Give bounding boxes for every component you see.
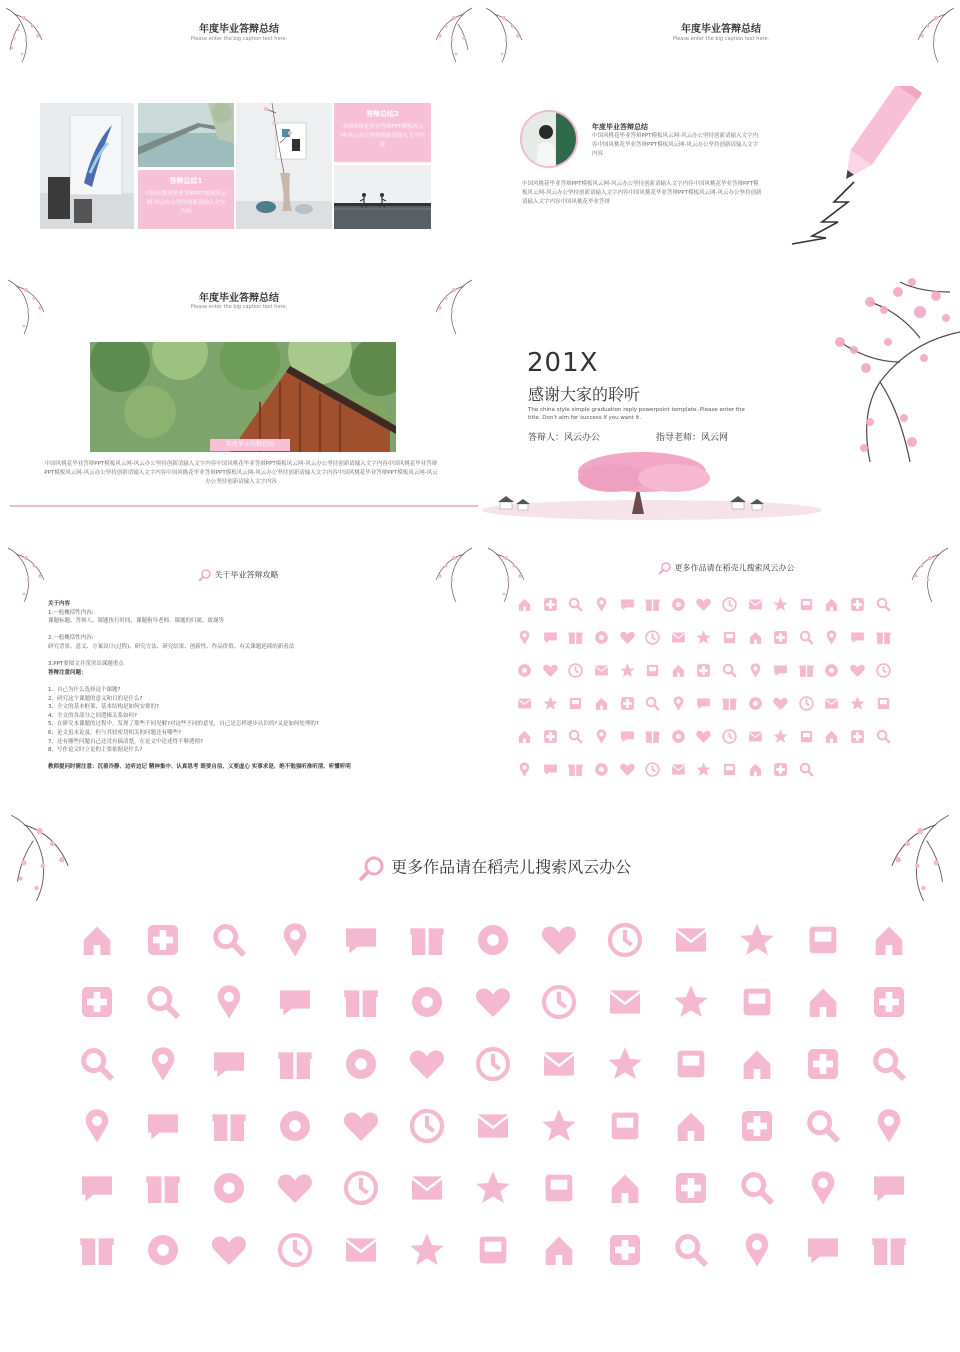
guide-line — [48, 652, 468, 661]
section-text: 中国风桃花毕业答辩PPT模板风云网-风云办公坚持创新请输入文字内容中国风桃花毕业答辩PPT模板风云网-风云办公坚持创新请输入文字内容中国风桃花毕业答辩PPT模板风云网-风云办公坚持创新请输入文字内容中国风桃花毕业答辩PPT模板风云网-风云办公坚持创新请输入文字内容中国风桃花毕业答辩PPT模板风云网-风云办公坚持创新请输入文字内容 — [44, 461, 438, 485]
advisor-name: 指导老师：风云网 — [656, 433, 729, 443]
ipod-icon — [526, 1044, 592, 1106]
euro-circle-icon — [614, 728, 640, 761]
microphone-icon — [328, 1106, 394, 1168]
sliders-icon — [262, 1168, 328, 1230]
summary-box-2 — [334, 103, 431, 162]
stack-icon — [870, 662, 896, 695]
summary-box-1-text: 中国风桃花毕业答辩PPT模板风云网-风云办公坚持创新请输入文字内容 — [145, 191, 227, 215]
guide-line: 答辩注意问题： — [48, 669, 87, 676]
crosshair-icon — [724, 982, 790, 1044]
guide-line: 关于内容 — [48, 601, 71, 607]
icon-grid-small — [512, 596, 896, 794]
file-blank-icon — [691, 662, 717, 695]
toolbox-icon — [724, 1106, 790, 1168]
shuffle-icon — [460, 982, 526, 1044]
icon-grid-large — [64, 920, 922, 1292]
slide-1[interactable] — [0, 0, 478, 268]
slide-subtitle: Please enter the big caption text here. — [672, 36, 770, 42]
eyedropper-icon — [768, 596, 794, 629]
bell-icon — [614, 761, 640, 794]
inbox-download-icon — [130, 1044, 196, 1106]
slide-subtitle: Please enter the big caption text here. — [190, 36, 288, 42]
stopwatch-icon — [790, 982, 856, 1044]
film-icon — [614, 629, 640, 662]
campfire-icon — [64, 982, 130, 1044]
lightbulb-icon — [658, 1044, 724, 1106]
home-icon — [563, 596, 589, 629]
hand-sign-icon — [394, 1230, 460, 1292]
guide-line: 2.一般概括性内容: — [48, 635, 94, 642]
chat-bubble-icon — [394, 920, 460, 982]
file-music-icon — [742, 662, 768, 695]
divider-line — [10, 505, 478, 507]
tag-icon — [262, 1044, 328, 1106]
guide-line: 3.PPT要图文并茂突出课题重点 — [48, 661, 124, 668]
bone-icon — [592, 1168, 658, 1230]
headphones-icon — [538, 629, 564, 662]
photo-forest-house — [90, 342, 396, 452]
guide-line: 2、研究这个课题的意义和目的是什么? — [48, 695, 143, 702]
star-icon — [460, 1044, 526, 1106]
guide-line: 7、还有哪些问题自己还没有搞清楚，在论文中论述得不够透彻? — [48, 738, 203, 745]
eye-icon — [328, 1044, 394, 1106]
guide-line — [48, 626, 468, 635]
clock-icon — [526, 982, 592, 1044]
graduate-portrait — [520, 110, 578, 168]
paperclip-icon — [724, 1044, 790, 1106]
year-title: 201X — [527, 348, 599, 378]
folder-minus-icon — [589, 695, 615, 728]
trophy-icon — [460, 1106, 526, 1168]
file-picture-icon — [717, 662, 743, 695]
battery-icon — [196, 1168, 262, 1230]
gauge-icon — [592, 982, 658, 1044]
guide-line: 4、全文的各部分之间逻辑关系如何? — [48, 712, 137, 719]
newspaper-icon — [614, 596, 640, 629]
medal-icon — [592, 1106, 658, 1168]
pen-icon — [717, 596, 743, 629]
credit-card-icon — [563, 728, 589, 761]
compass-icon — [658, 982, 724, 1044]
guide-line: 研究背景、意义、方案设计(过程)、研究方法、研究结果、创新性、作品价值、有关课题延续的新看法 — [48, 643, 295, 650]
slide-title: 年度毕业答辩总结 — [681, 24, 761, 35]
target-icon — [394, 1044, 460, 1106]
play-icon — [589, 629, 615, 662]
guide-line — [48, 755, 468, 764]
yen-icon — [845, 695, 871, 728]
guide-line: 课题标题、答辩人、课题执行时间、课题指导老师、课题的归属、致谢等 — [48, 618, 225, 625]
droplet-icon — [819, 596, 845, 629]
section-heading-text: 更多作品请在稻壳儿搜索风云办公 — [674, 563, 795, 573]
gear-icon — [658, 920, 724, 982]
microphone-icon — [794, 629, 820, 662]
qrcode-icon — [742, 695, 768, 728]
alarm-icon — [589, 761, 615, 794]
heart-tulip-icon — [64, 1168, 130, 1230]
pushpin-icon — [640, 728, 666, 761]
file-play-icon — [768, 662, 794, 695]
blossom-branch-right — [426, 546, 474, 604]
section-heading-text: 关于毕业答辩攻略 — [214, 570, 279, 580]
section-heading-text: 更多作品请在稻壳儿搜索风云办公 — [391, 857, 632, 877]
section-heading — [658, 561, 795, 575]
calculator-icon — [538, 728, 564, 761]
pine-tree-icon — [394, 1168, 460, 1230]
map-pin-icon — [768, 728, 794, 761]
folder-upload-icon — [640, 695, 666, 728]
podcast-icon — [768, 629, 794, 662]
photo-waterfront — [138, 103, 234, 167]
folder-icon — [512, 695, 538, 728]
section-text-2: 中国风桃花毕业答辩PPT模板风云网-风云办公坚持创新请输入文字内容中国风桃花毕业答辩PPT模板风云网-风云办公坚持创新请输入文字内容中国风桃花毕业答辩PPT模板风云网-风云办公坚持创新请输入文字内容中国风桃花毕业答辩 — [522, 181, 762, 205]
heartbeat-icon — [790, 1168, 856, 1230]
pencil-scribble-illustration — [782, 86, 922, 248]
english-tagline: The china style simple graduation reply powerpoint template. Please enter the title. Don't aim for success if you want it. — [528, 407, 745, 421]
laptop-icon — [768, 761, 794, 794]
stopwatch-icon — [640, 761, 666, 794]
sun-icon — [724, 1230, 790, 1292]
blossom-branch-right — [902, 546, 950, 604]
taxi-icon — [64, 920, 130, 982]
luggage-icon — [262, 1230, 328, 1292]
film-reel-icon — [856, 982, 922, 1044]
satellite-dish-icon — [64, 1230, 130, 1292]
tv-icon — [262, 1106, 328, 1168]
paw-icon — [592, 1230, 658, 1292]
summary-box-1-heading: 答辩总结1 — [169, 177, 203, 185]
guide-line: 6、论文虽未论及，但与其较密切相关的问题还有哪些? — [48, 729, 181, 736]
mobile-icon — [794, 761, 820, 794]
folder-plus-icon — [563, 695, 589, 728]
section-heading: 年度毕业答辩总结 — [592, 123, 648, 131]
tag-icon — [666, 695, 692, 728]
slide-5[interactable] — [0, 544, 478, 794]
user-search-icon — [64, 1044, 130, 1106]
history-icon — [538, 761, 564, 794]
cart-icon — [717, 695, 743, 728]
blossom-branch-left — [4, 6, 52, 64]
guide-line — [48, 677, 468, 686]
file-text-icon — [614, 662, 640, 695]
barcode-icon — [768, 695, 794, 728]
navigation-icon — [794, 728, 820, 761]
wifi-icon — [538, 662, 564, 695]
inbox-icon — [130, 1168, 196, 1230]
squiggle-icon — [394, 982, 460, 1044]
printer-icon — [691, 761, 717, 794]
display-icon — [196, 1106, 262, 1168]
infinity-icon — [328, 982, 394, 1044]
search-icon — [658, 561, 672, 575]
guide-line: 教师提问时需注意：沉着冷静、边听边记 精神集中、认真思考 既要自信、又要虚心 实事求是、绝不勉强听准听清、听懂听明 — [48, 764, 351, 771]
diamond-icon — [512, 662, 538, 695]
slide-6[interactable] — [482, 544, 960, 794]
paint-roller-icon — [794, 596, 820, 629]
calendar-icon — [130, 1230, 196, 1292]
map-icon — [526, 1168, 592, 1230]
gift-icon — [526, 920, 592, 982]
folder-download-icon — [614, 695, 640, 728]
running-man-icon — [856, 1044, 922, 1106]
library-icon — [563, 662, 589, 695]
books-icon — [589, 662, 615, 695]
dice-icon — [640, 629, 666, 662]
dumbbell-icon — [658, 1230, 724, 1292]
briefcase-icon — [658, 1106, 724, 1168]
photo-art-room — [40, 103, 134, 229]
quill-icon — [666, 596, 692, 629]
club-icon — [742, 629, 768, 662]
mobile-icon — [592, 1044, 658, 1106]
pencil-icon — [640, 596, 666, 629]
guide-line: 1.一般概括性内容: — [48, 609, 94, 616]
blossom-branch-right — [908, 6, 956, 64]
suitcase-icon — [790, 1106, 856, 1168]
building-icon — [589, 596, 615, 629]
map-fold-icon — [870, 728, 896, 761]
first-aid-icon — [196, 920, 262, 982]
reel-icon — [64, 1106, 130, 1168]
search-icon — [198, 568, 212, 582]
blossom-branch-left — [484, 6, 532, 64]
photo-vase-still-life — [236, 103, 332, 229]
profile-icon — [640, 662, 666, 695]
guide-line: 3、全文的基本框架、基本结构是如何安排的? — [48, 704, 159, 711]
compass-icon — [819, 728, 845, 761]
gears-icon — [724, 920, 790, 982]
clock-alt-icon — [563, 761, 589, 794]
envelope-icon — [742, 728, 768, 761]
thanks-title: 感谢大家的聆听 — [528, 385, 641, 404]
section-heading — [198, 568, 279, 582]
pen-nib-icon — [742, 596, 768, 629]
camera-icon — [512, 629, 538, 662]
home-icon — [538, 596, 564, 629]
person-icon — [460, 1230, 526, 1292]
summary-box-2-heading: 答辩总结2 — [366, 110, 399, 118]
swimmer-icon — [790, 1230, 856, 1292]
music-icon — [563, 629, 589, 662]
slide-3[interactable] — [0, 272, 478, 540]
cooking-pot-icon — [328, 1230, 394, 1292]
blossom-branch-right — [426, 6, 474, 64]
copy-icon — [845, 662, 871, 695]
broadcast-icon — [845, 629, 871, 662]
slide-2[interactable] — [482, 0, 960, 268]
ticket-icon — [794, 695, 820, 728]
guide-text — [48, 600, 468, 772]
blossom-tree-corner — [800, 272, 960, 482]
photo-caption: 年度毕业答辩总结 — [210, 439, 290, 451]
blossom-tree-landscape — [482, 444, 822, 524]
blossom-branch-right — [876, 812, 952, 904]
display-icon — [717, 761, 743, 794]
phone-hang-up-icon — [691, 728, 717, 761]
storm-cloud-icon — [592, 920, 658, 982]
home-icon — [512, 596, 538, 629]
slide-title: 年度毕业答辩总结 — [199, 293, 279, 304]
map-icon — [845, 728, 871, 761]
heart-icon — [790, 920, 856, 982]
guide-line: 8、写作论文时立论的主要依据是什么? — [48, 747, 143, 754]
slide-title: 年度毕业答辩总结 — [199, 24, 279, 35]
pacman-icon — [717, 629, 743, 662]
blossom-branch-left — [8, 812, 84, 904]
feather-icon — [691, 596, 717, 629]
envelope-icon — [196, 1044, 262, 1106]
section-text: 中国风桃花毕业答辩PPT模板风云网-风云办公坚持创新请输入文字内容中国风桃花毕业答辩PPT模板风云网-风云办公坚持创新请输入文字内容 — [592, 133, 758, 157]
home-icon — [130, 920, 196, 982]
search-icon — [358, 854, 386, 882]
lifebuoy-icon — [870, 695, 896, 728]
sync-icon — [262, 982, 328, 1044]
search-icon — [262, 920, 328, 982]
house-icon — [196, 1230, 262, 1292]
refresh-icon — [196, 982, 262, 1044]
key-icon — [856, 920, 922, 982]
umbrella-icon — [460, 1168, 526, 1230]
lightning-icon — [856, 1168, 922, 1230]
map-pin-icon — [328, 920, 394, 982]
music-note-icon — [394, 1106, 460, 1168]
address-book-icon — [666, 728, 692, 761]
book-icon — [870, 629, 896, 662]
medkit-icon — [724, 1168, 790, 1230]
dollar-icon — [819, 695, 845, 728]
keyboard-icon — [742, 761, 768, 794]
summary-box-1 — [138, 170, 234, 229]
location-icon — [717, 728, 743, 761]
tags-icon — [691, 695, 717, 728]
clock-icon — [512, 761, 538, 794]
spade-icon — [691, 629, 717, 662]
power-socket-icon — [328, 1168, 394, 1230]
photo-runners-bridge — [334, 165, 431, 229]
lock-icon — [130, 982, 196, 1044]
folder-open-icon — [538, 695, 564, 728]
chat-dots-icon — [460, 920, 526, 982]
monitor-icon — [130, 1106, 196, 1168]
cabinet-icon — [856, 1106, 922, 1168]
tshirt-icon — [790, 1044, 856, 1106]
guide-line: 1、自己为什么选择这个课题? — [48, 686, 121, 693]
presenter-name: 答辩人：风云办公 — [528, 433, 601, 443]
slide-subtitle: Please enter the big caption text here. — [190, 304, 288, 310]
slide-7[interactable] — [0, 808, 960, 1352]
coffee-cup-icon — [856, 1230, 922, 1292]
bullhorn-icon — [819, 629, 845, 662]
slide-4[interactable] — [482, 272, 960, 540]
images-icon — [870, 596, 896, 629]
shopping-cart-icon — [658, 1168, 724, 1230]
guide-line: 5、在研究本课题的过程中，发现了那些不同见解?对这些不同的意见，自己是怎样逐步认识的?又是如何处理的? — [48, 721, 319, 728]
summary-box-2-text: 中国风桃花毕业答辩PPT模板风云网-风云办公坚持创新请输入文字内容 — [340, 124, 425, 148]
calendar-icon — [666, 761, 692, 794]
puzzle-icon — [526, 1230, 592, 1292]
camera-icon — [526, 1106, 592, 1168]
phone-icon — [589, 728, 615, 761]
blossom-branch-left — [6, 546, 54, 604]
video-camera-icon — [666, 629, 692, 662]
image-icon — [845, 596, 871, 629]
file-icon — [666, 662, 692, 695]
section-heading — [358, 854, 631, 882]
euro-icon — [512, 728, 538, 761]
file-zip-icon — [819, 662, 845, 695]
file-video-icon — [794, 662, 820, 695]
